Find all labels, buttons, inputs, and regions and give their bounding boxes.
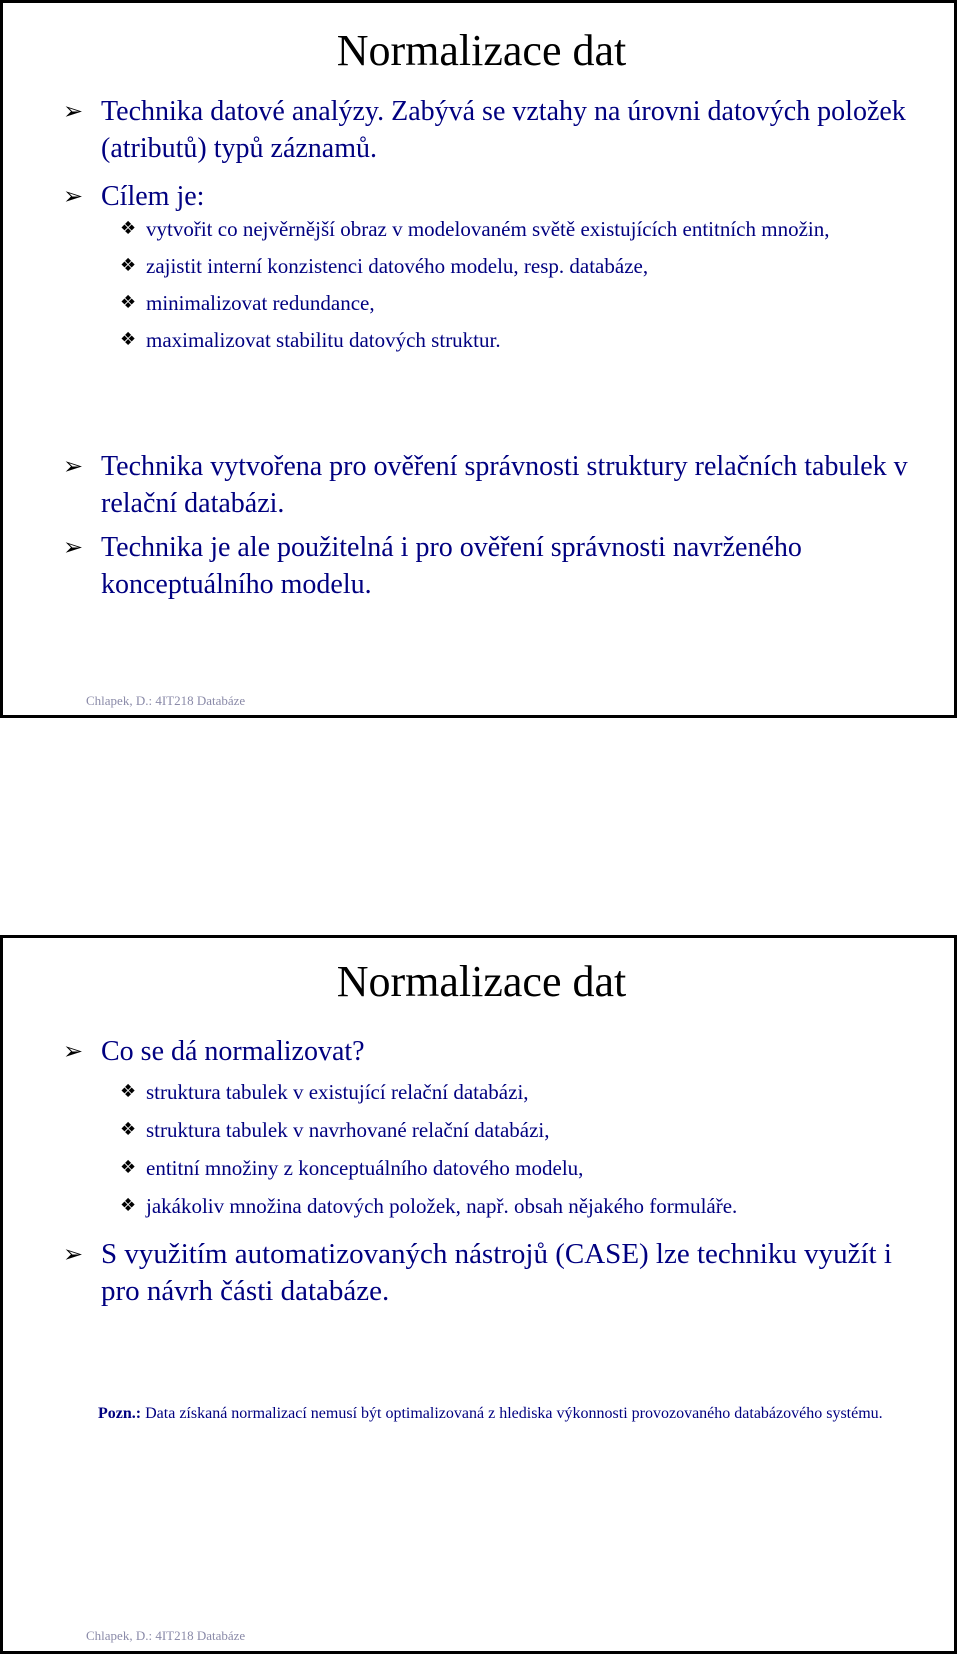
slide-1-bullets-bottom [58,448,918,603]
sub-item-text: minimalizovat redundance, [146,291,375,315]
arrow-bullet-icon: ➢ [62,1240,84,1268]
arrow-bullet-icon: ➢ [62,452,84,480]
sub-item [58,288,918,318]
note-text: Data získaná normalizací nemusí být optimalizovaná z hlediska výkonnosti provozovaného databázového systému. [141,1405,883,1422]
slide-2-bullet-top [58,1033,918,1070]
sub-item [58,1191,918,1221]
bullet-text: Co se dá normalizovat? [101,1036,365,1067]
slide-1-title: Normalizace dat [336,26,627,75]
bullet-text: Technika vytvořena pro ověření správnosti struktury relačních tabulek v relační databázi. [101,451,908,519]
arrow-bullet-icon: ➢ [62,1037,84,1065]
bullet-item [58,448,918,522]
sub-item-text: zajistit interní konzistenci datového modelu, resp. databáze, [146,254,649,278]
diamond-bullet-icon: ❖ [120,1081,137,1102]
slide-2-subitems [58,1077,918,1221]
sub-item-text: maximalizovat stabilitu datových struktur. [146,328,501,352]
sub-item-text: entitní množiny z konceptuálního datového modelu, [146,1156,584,1180]
note [98,1402,898,1426]
sub-item [58,251,918,281]
diamond-bullet-icon: ❖ [120,329,137,350]
diamond-bullet-icon: ❖ [120,218,137,239]
slide-1-bullets-top [58,93,918,215]
bullet-text: S využitím automatizovaných nástrojů (CASE) lze techniku využít i pro návrh části databáze. [101,1238,892,1307]
bullet-item [58,1236,918,1310]
slide-1-footer: Chlapek, D.: 4IT218 Databáze [86,693,246,708]
arrow-bullet-icon: ➢ [62,533,84,561]
diamond-bullet-icon: ❖ [120,255,137,276]
sub-item [58,325,918,355]
arrow-bullet-icon: ➢ [62,182,84,210]
slide-2-title: Normalizace dat [336,957,627,1006]
slide-1 [0,0,957,718]
sub-item [58,1077,918,1107]
bullet-item [58,529,918,603]
bullet-text: Cílem je: [101,181,205,212]
diamond-bullet-icon: ❖ [120,1157,137,1178]
sub-item [58,1115,918,1145]
arrow-bullet-icon: ➢ [62,97,84,125]
slide-2-bullet-bottom [58,1236,918,1310]
diamond-bullet-icon: ❖ [120,1195,137,1216]
bullet-text: Technika je ale použitelná i pro ověření správnosti navrženého konceptuálního modelu. [101,532,802,600]
sub-item [58,1153,918,1183]
sub-item-text: struktura tabulek v existující relační databázi, [146,1080,529,1104]
diamond-bullet-icon: ❖ [120,1119,137,1140]
bullet-item [58,1033,918,1070]
slide-1-subitems [58,214,918,355]
sub-item-text: jakákoliv množina datových položek, např. obsah nějakého formuláře. [146,1194,738,1218]
bullet-item [58,178,918,215]
sub-item-text: struktura tabulek v navrhované relační databázi, [146,1118,550,1142]
sub-item [58,214,918,244]
note-label: Pozn.: [98,1405,142,1422]
sub-item-text: vytvořit co nejvěrnější obraz v modelovaném světě existujících entitních množin, [146,217,830,241]
bullet-text: Technika datové analýzy. Zabývá se vztahy na úrovni datových položek (atributů) typů záznamů. [101,96,906,164]
diamond-bullet-icon: ❖ [120,292,137,313]
slide-2 [0,935,957,1654]
bullet-item [58,93,918,167]
slide-2-footer: Chlapek, D.: 4IT218 Databáze [86,1628,246,1643]
